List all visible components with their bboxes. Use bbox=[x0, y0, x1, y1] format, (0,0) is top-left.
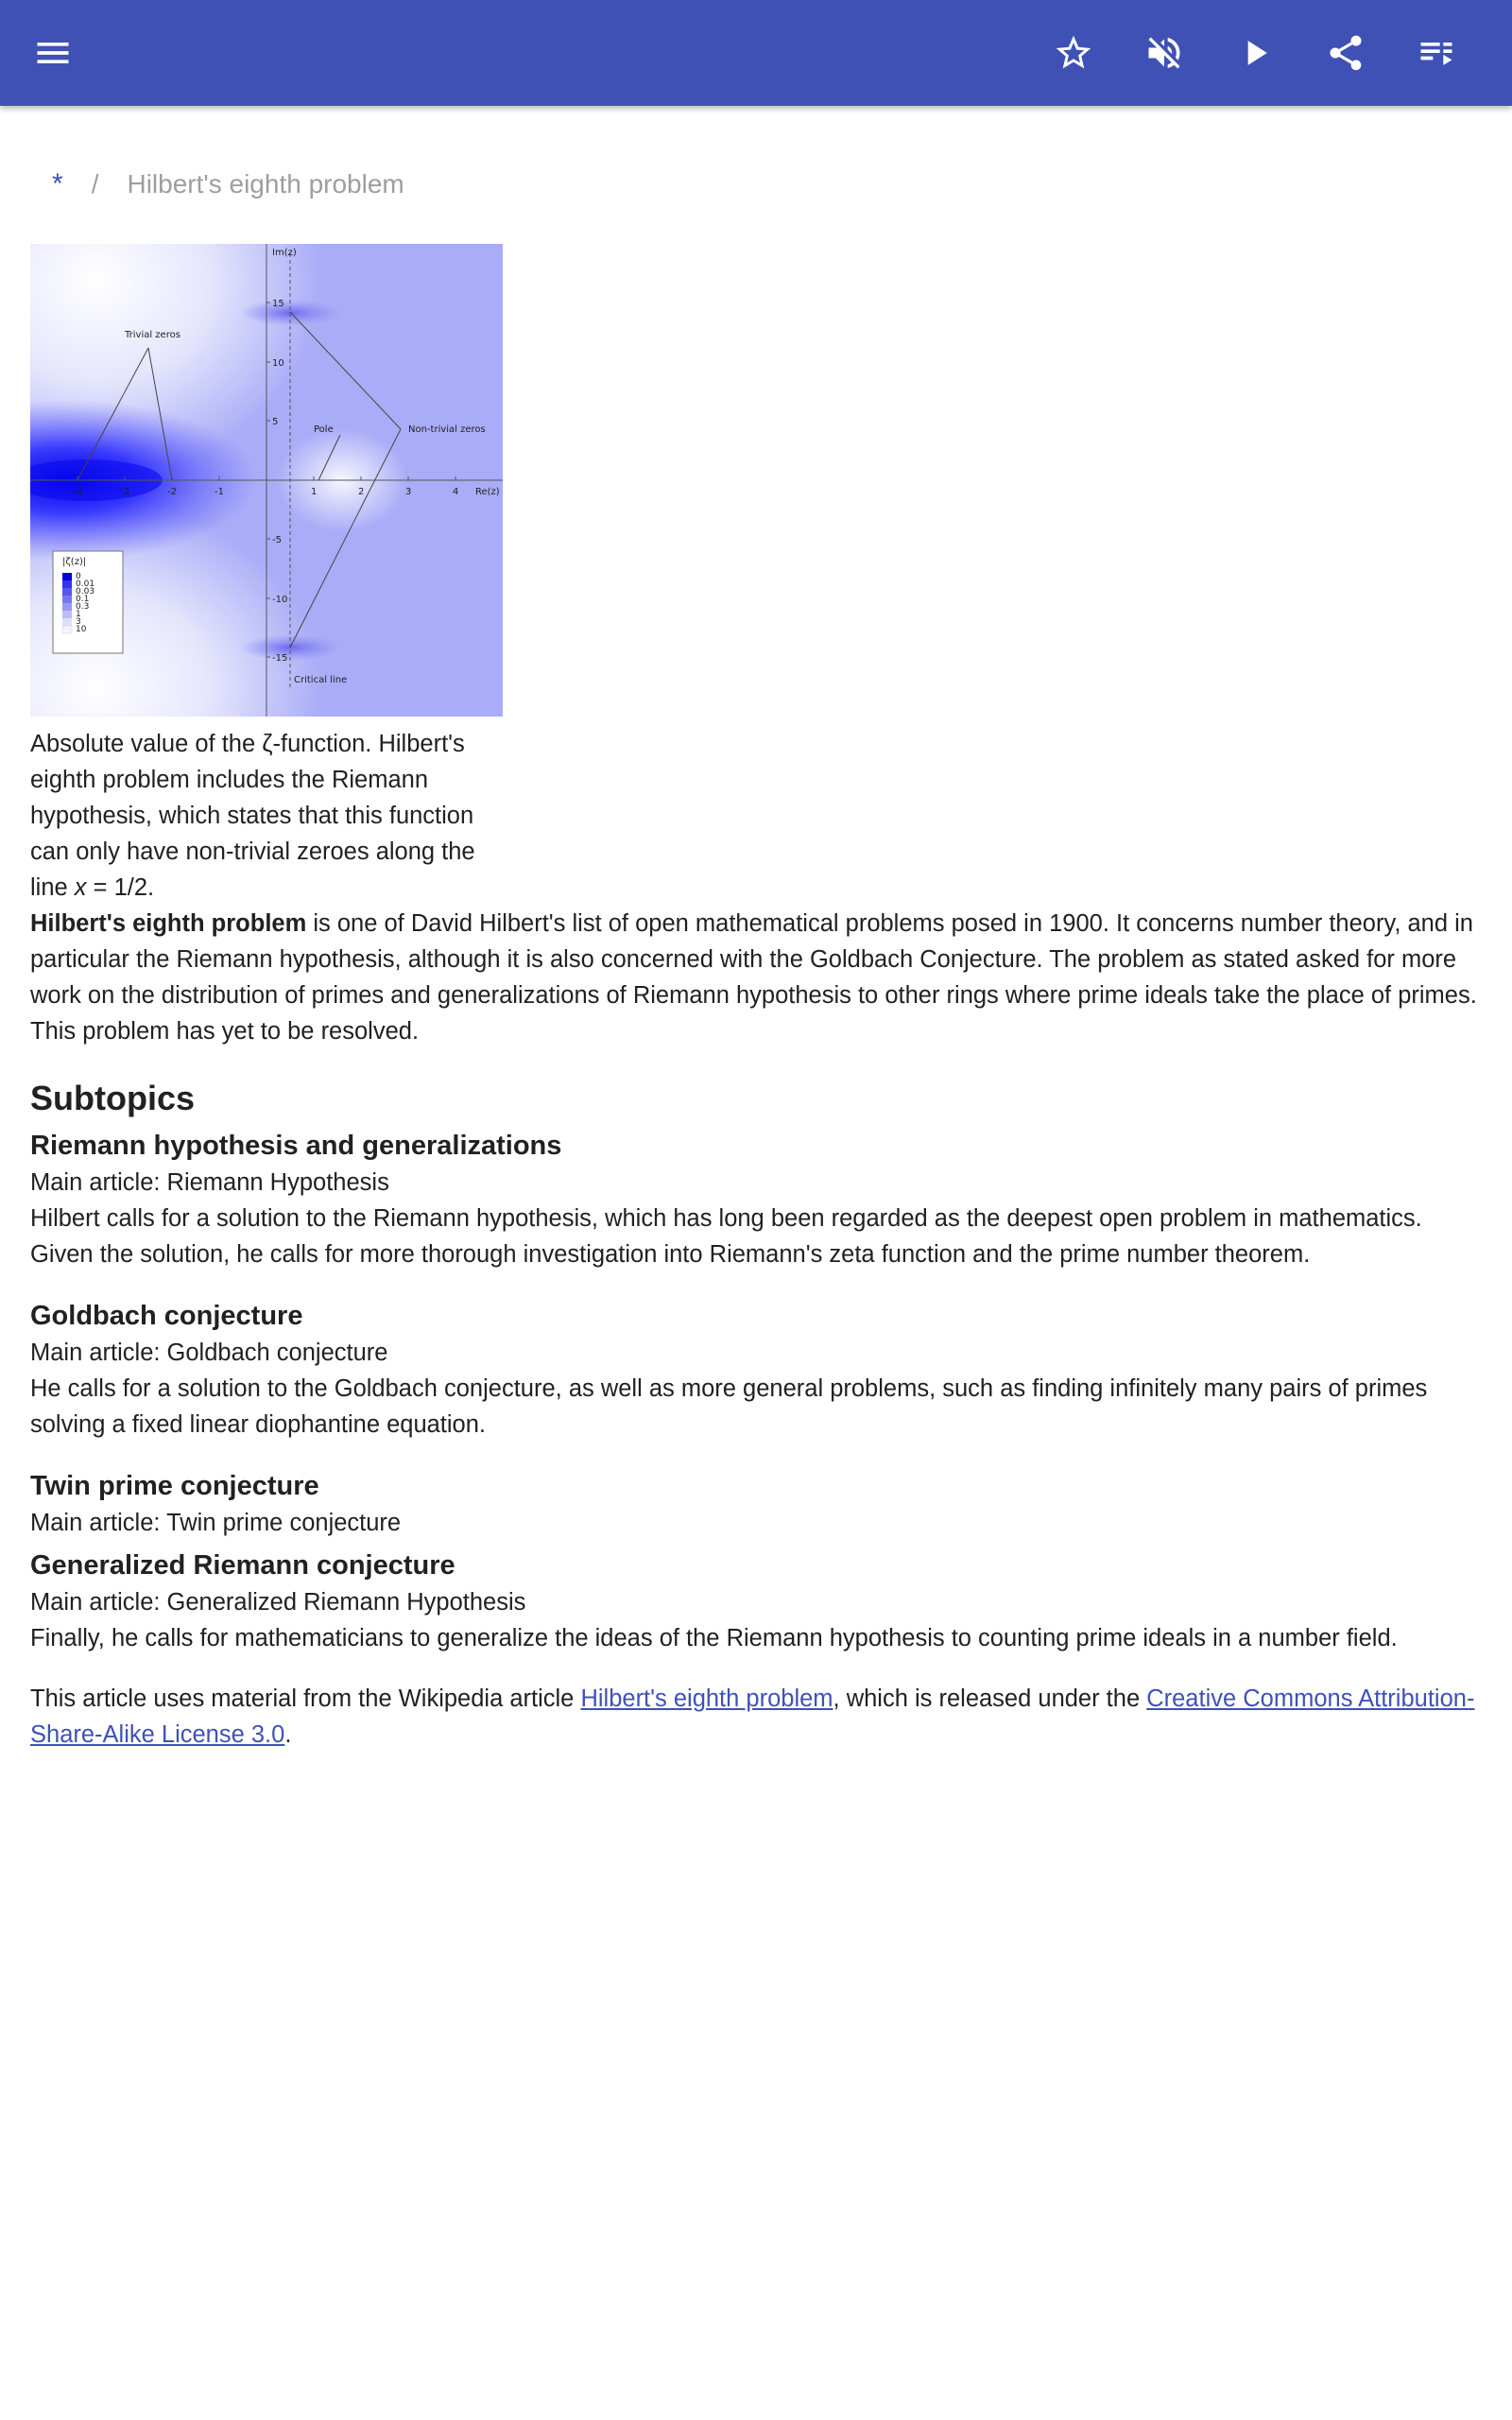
legend-value: 0.1 bbox=[76, 595, 90, 604]
annotation-pole: Pole bbox=[314, 424, 334, 435]
app-bar bbox=[0, 0, 1512, 106]
y-tick: 5 bbox=[272, 417, 279, 427]
section-body: Hilbert calls for a solution to the Riemann hypothesis, which has long been regarded as the deepest open problem in mathematics. Given the solution, he calls for more thorough investigation into Riemann's zeta function and the prime number theorem. bbox=[30, 1205, 1422, 1268]
legend-value: 10 bbox=[76, 625, 87, 634]
favorite-button[interactable] bbox=[1047, 26, 1100, 79]
axis-im-label: Im(z) bbox=[272, 248, 297, 258]
section-title: Generalized Riemann conjecture bbox=[30, 1550, 455, 1581]
y-tick: 15 bbox=[272, 299, 284, 309]
x-tick: -3 bbox=[120, 487, 129, 497]
x-tick: 1 bbox=[311, 487, 318, 497]
axis-re-label: Re(z) bbox=[475, 487, 500, 497]
share-button[interactable] bbox=[1319, 26, 1372, 79]
annotation-critical-line: Critical line bbox=[294, 675, 348, 685]
section-title: Goldbach conjecture bbox=[30, 1301, 303, 1331]
main-article-note: Main article: Generalized Riemann Hypothesis bbox=[30, 1589, 526, 1616]
breadcrumb-separator: / bbox=[91, 169, 99, 199]
x-tick: 3 bbox=[405, 487, 412, 497]
wikipedia-article-link[interactable]: Hilbert's eighth problem bbox=[580, 1685, 833, 1712]
caption-text: Absolute value of the ζ-function. Hilbert's eighth problem includes the Riemann hypothesis, which states that this function can only have non-trivial zeroes along the line bbox=[30, 731, 475, 901]
footer-text: , which is released under the bbox=[833, 1685, 1147, 1712]
contents-button[interactable] bbox=[1410, 26, 1463, 79]
footer-text: . bbox=[284, 1721, 292, 1748]
section-generalized-riemann bbox=[30, 1547, 1486, 1656]
menu-icon bbox=[32, 32, 74, 74]
volume-off-icon bbox=[1143, 32, 1185, 74]
legend-value: 3 bbox=[76, 617, 81, 627]
breadcrumb bbox=[52, 168, 404, 200]
breadcrumb-current: Hilbert's eighth problem bbox=[127, 169, 404, 199]
y-tick: -15 bbox=[272, 653, 288, 664]
play-button[interactable] bbox=[1228, 26, 1281, 79]
x-tick: -1 bbox=[215, 487, 224, 497]
x-tick: 2 bbox=[358, 487, 365, 497]
attribution-footer bbox=[30, 1681, 1486, 1753]
main-article-note: Main article: Goldbach conjecture bbox=[30, 1340, 388, 1366]
section-body: Finally, he calls for mathematicians to generalize the ideas of the Riemann hypothesis to counting prime ideals in a number field. bbox=[30, 1625, 1398, 1651]
section-riemann bbox=[30, 1127, 1486, 1272]
main-article-note: Main article: Twin prime conjecture bbox=[30, 1510, 402, 1536]
y-tick: -10 bbox=[272, 595, 288, 605]
annotation-trivial-zeros: Trivial zeros bbox=[125, 330, 180, 340]
article-content bbox=[30, 906, 1486, 1753]
legend-value: 1 bbox=[76, 610, 81, 619]
caption-variable: x bbox=[74, 874, 87, 901]
star-outline-icon bbox=[1053, 32, 1094, 74]
figure-caption bbox=[30, 726, 503, 906]
x-tick: -4 bbox=[73, 487, 82, 497]
section-goldbach bbox=[30, 1297, 1486, 1443]
section-body: He calls for a solution to the Goldbach conjecture, as well as more general problems, such as finding infinitely many pairs of primes solving a fixed linear diophantine equation. bbox=[30, 1375, 1428, 1438]
license-link[interactable]: Creative Commons Attribution-Share-Alike License 3.0 bbox=[30, 1685, 1475, 1748]
play-icon bbox=[1234, 32, 1276, 74]
main-article-note: Main article: Riemann Hypothesis bbox=[30, 1169, 389, 1196]
section-title: Riemann hypothesis and generalizations bbox=[30, 1131, 562, 1161]
menu-button[interactable] bbox=[26, 26, 79, 79]
mute-button[interactable] bbox=[1138, 26, 1191, 79]
legend-value: 0.03 bbox=[76, 587, 95, 596]
footer-text: This article uses material from the Wikipedia article bbox=[30, 1685, 581, 1712]
legend bbox=[53, 551, 123, 653]
subtopics-heading: Subtopics bbox=[30, 1079, 196, 1117]
x-tick: -2 bbox=[167, 487, 177, 497]
playlist-icon bbox=[1416, 32, 1457, 74]
intro-text: is one of David Hilbert's list of open mathematical problems posed in 1900. It concerns number theory, and in particular the Riemann hypothesis, although it is also concerned with the Goldbach Conjecture. The problem as stated asked for more work on the distribution of primes and generalizations of Riemann hypothesis to other rings where prime ideals take the place of primes. This problem has yet to be resolved. bbox=[30, 910, 1477, 1045]
section-title: Twin prime conjecture bbox=[30, 1471, 319, 1501]
x-tick: 4 bbox=[453, 487, 459, 497]
zeta-figure bbox=[30, 244, 503, 906]
legend-value: 0 bbox=[76, 572, 81, 581]
intro-bold-term: Hilbert's eighth problem bbox=[30, 910, 307, 937]
y-tick: -5 bbox=[272, 535, 282, 545]
legend-value: 0.01 bbox=[76, 579, 95, 589]
legend-title: |ζ(z)| bbox=[62, 557, 87, 567]
share-icon bbox=[1325, 32, 1366, 74]
intro-paragraph bbox=[30, 906, 1486, 1049]
zeta-plot-image bbox=[30, 244, 503, 717]
annotation-nontrivial-zeros: Non-trivial zeros bbox=[408, 424, 486, 435]
legend-value: 0.3 bbox=[76, 602, 90, 612]
caption-text-end: = 1/2. bbox=[86, 874, 155, 901]
breadcrumb-home-link[interactable]: * bbox=[52, 168, 63, 199]
y-tick: 10 bbox=[272, 358, 284, 369]
section-twin-prime bbox=[30, 1467, 1486, 1541]
